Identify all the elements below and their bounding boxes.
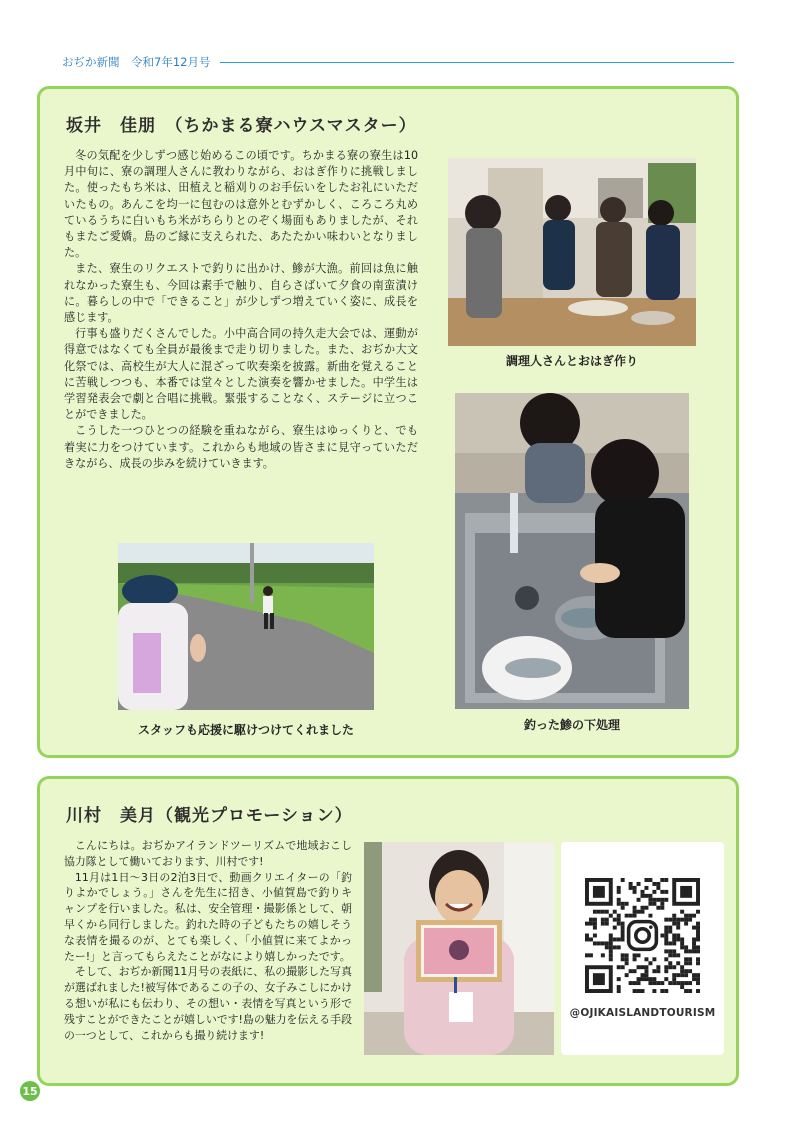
instagram-handle: @OJIKAISLANDTOURISM [569, 1007, 716, 1019]
page-number: 15 [20, 1081, 40, 1101]
instagram-qr-card[interactable] [561, 842, 724, 1055]
caption-run: スタッフも応援に駆けつけてくれました [137, 723, 354, 737]
qr-code[interactable] [585, 878, 700, 993]
paragraph: 冬の気配を少しずつ感じ始めるこの頃です。ちかまる寮の寮生は10月中旬に、寮の調理人さんに教わりながら、おはぎ作りに挑戦しました。使ったもち米は、田植えと稲刈りのお手伝いをしたお礼にいただいたもの。あんこを均一に包むのは意外とむずかしく、ころころ丸めているうちに白いもち米がちらりとのぞく場面もありましたが、それもまたご愛嬌。島のご縁に支えられた、あたたかい味わいとなりました。 [64, 149, 418, 260]
instagram-icon [625, 918, 661, 954]
fish-prep-photo [455, 393, 689, 709]
article-title-kawamura: 川村 美月（観光プロモーション） [66, 806, 353, 826]
paragraph: 11月は1日～3日の2泊3日で、動画クリエイターの「釣りよかでしょう。」さんを先生に招き、小値賀島で釣りキャンプを行いました。私は、安全管理・撮影係として、朝早くから同行しました。釣れた時の子どもたちの嬉しそうな表情を撮るのが、とても楽しく、「小値賀に来てよかったー!」と言ってもらえたことがなにより嬉しかったです。 [64, 870, 352, 963]
paragraph: 行事も盛りだくさんでした。小中高合同の持久走大会では、運動が得意ではなくても全員が最後まで走り切りました。また、おぢか大文化祭では、高校生が大人に混ざって吹奏楽を披露。新曲を覚えることに苦戦しつつも、本番では堂々とした演奏を響かせました。中学生は学習発表会で劇と合唱に挑戦。緊張することなく、ステージに立つことができました。 [64, 327, 418, 422]
page-header [62, 53, 734, 71]
paragraph: そして、おぢか新聞11月号の表紙に、私の撮影した写真が選ばれました!被写体であるこの子の、女子みこしにかける想いが私にも伝わり、その想い・表情を写真という形で残すことができたことが嬉しいです!島の魅力を伝える手段の一つとして、これからも撮り続けます! [64, 965, 352, 1042]
running-photo [118, 543, 374, 710]
header-rule [220, 62, 734, 63]
publication-title: おぢか新聞 令和7年12月号 [62, 55, 211, 69]
article-title-sakai: 坂井 佳朋 （ちかまる寮ハウスマスター） [66, 116, 417, 136]
paragraph: こうした一つひとつの経験を重ねながら、寮生はゆっくりと、でも着実に力をつけています。これからも地域の皆さまに見守っていただきながら、成長の歩みを続けていきます。 [64, 424, 418, 470]
article-body-sakai [64, 148, 418, 472]
caption-cooking: 調理人さんとおはぎ作り [505, 354, 638, 368]
article-body-kawamura [64, 838, 352, 1043]
paragraph: また、寮生のリクエストで釣りに出かけ、鯵が大漁。前回は魚に触れなかった寮生も、今回は素手で触り、自らさばいて夕食の南蛮漬けに。暮らしの中で「できること」が少しずつ増えていく姿に、成長を感じます。 [64, 262, 418, 325]
caption-fish: 釣った鯵の下処理 [523, 718, 620, 732]
portrait-photo [364, 842, 554, 1055]
cooking-photo [448, 158, 696, 346]
paragraph: こんにちは。おぢかアイランドツーリズムで地域おこし協力隊として働いております、川村です! [64, 839, 352, 868]
